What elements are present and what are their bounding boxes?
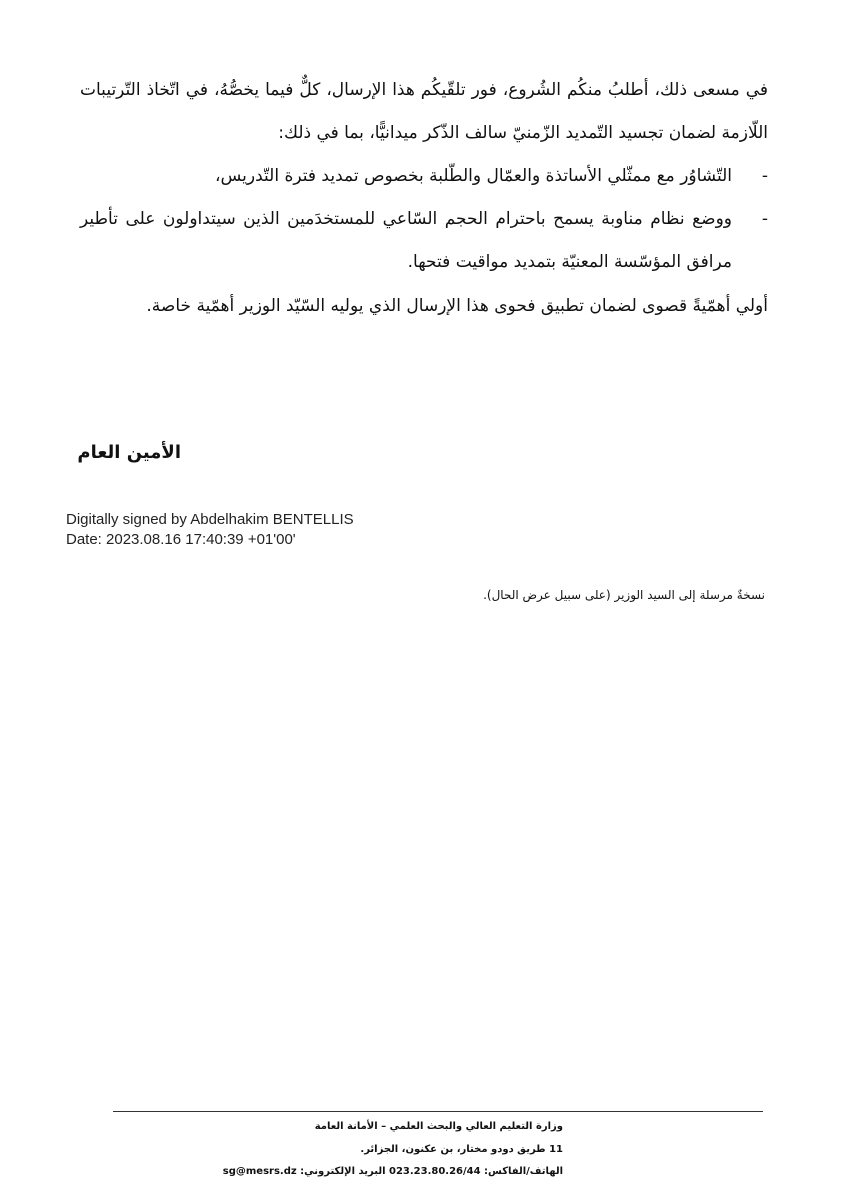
footer-ministry: وزارة التعليم العالي والبحث العلمي – الأمانة العامة <box>314 1121 563 1132</box>
digital-signature-line: Digitally signed by Abdelhakim BENTELLIS <box>66 511 354 528</box>
list-item-text: ووضع نظام مناوبة يسمح باحترام الحجم السّاعي للمستخدَمين الذين سيتداولون على تأطير مرافق المؤسّسة المعنيّة بتمديد مواقيت فتحها. <box>80 209 732 272</box>
bullet-dash: - <box>761 209 768 229</box>
body-paragraph-intro: في مسعى ذلك، أطلبُ منكُم الشُروع، فور تلقّيكُم هذا الإرسال، كلٌّ فيما يخصُّهُ، في اتّخاذ التّرتيبات اللّازمة لضمان تجسيد التّمديد الزّمنيّ سالف الذّكر ميدانيًّا، بما في ذلك: <box>80 80 768 143</box>
body-paragraph-closing: أولي أهمّيةً قصوى لضمان تطبيق فحوى هذا الإرسال الذي يوليه السّيّد الوزير أهمّية خاصة. <box>146 296 768 316</box>
measures-list <box>80 155 768 284</box>
list-item <box>80 198 768 284</box>
digital-signature-date: Date: 2023.08.16 17:40:39 +01'00' <box>66 531 296 548</box>
signer-title: الأمين العام <box>77 442 181 463</box>
list-item-text: التّشاوُر مع ممثّلي الأساتذة والعمّال والطّلبة بخصوص تمديد فترة التّدريس، <box>215 166 732 186</box>
footer-address: 11 طريق دودو مختار، بن عكنون، الجزائر. <box>360 1144 563 1155</box>
copy-note: نسخةٌ مرسلة إلى السيد الوزير (على سبيل عرض الحال). <box>483 588 765 602</box>
list-item <box>80 155 768 198</box>
bullet-dash: - <box>761 166 768 186</box>
footer-divider <box>113 1111 763 1112</box>
footer-contact: الهاتف/الفاكس: 023.23.80.26/44 البريد الإلكتروني: sg@mesrs.dz <box>222 1166 563 1177</box>
